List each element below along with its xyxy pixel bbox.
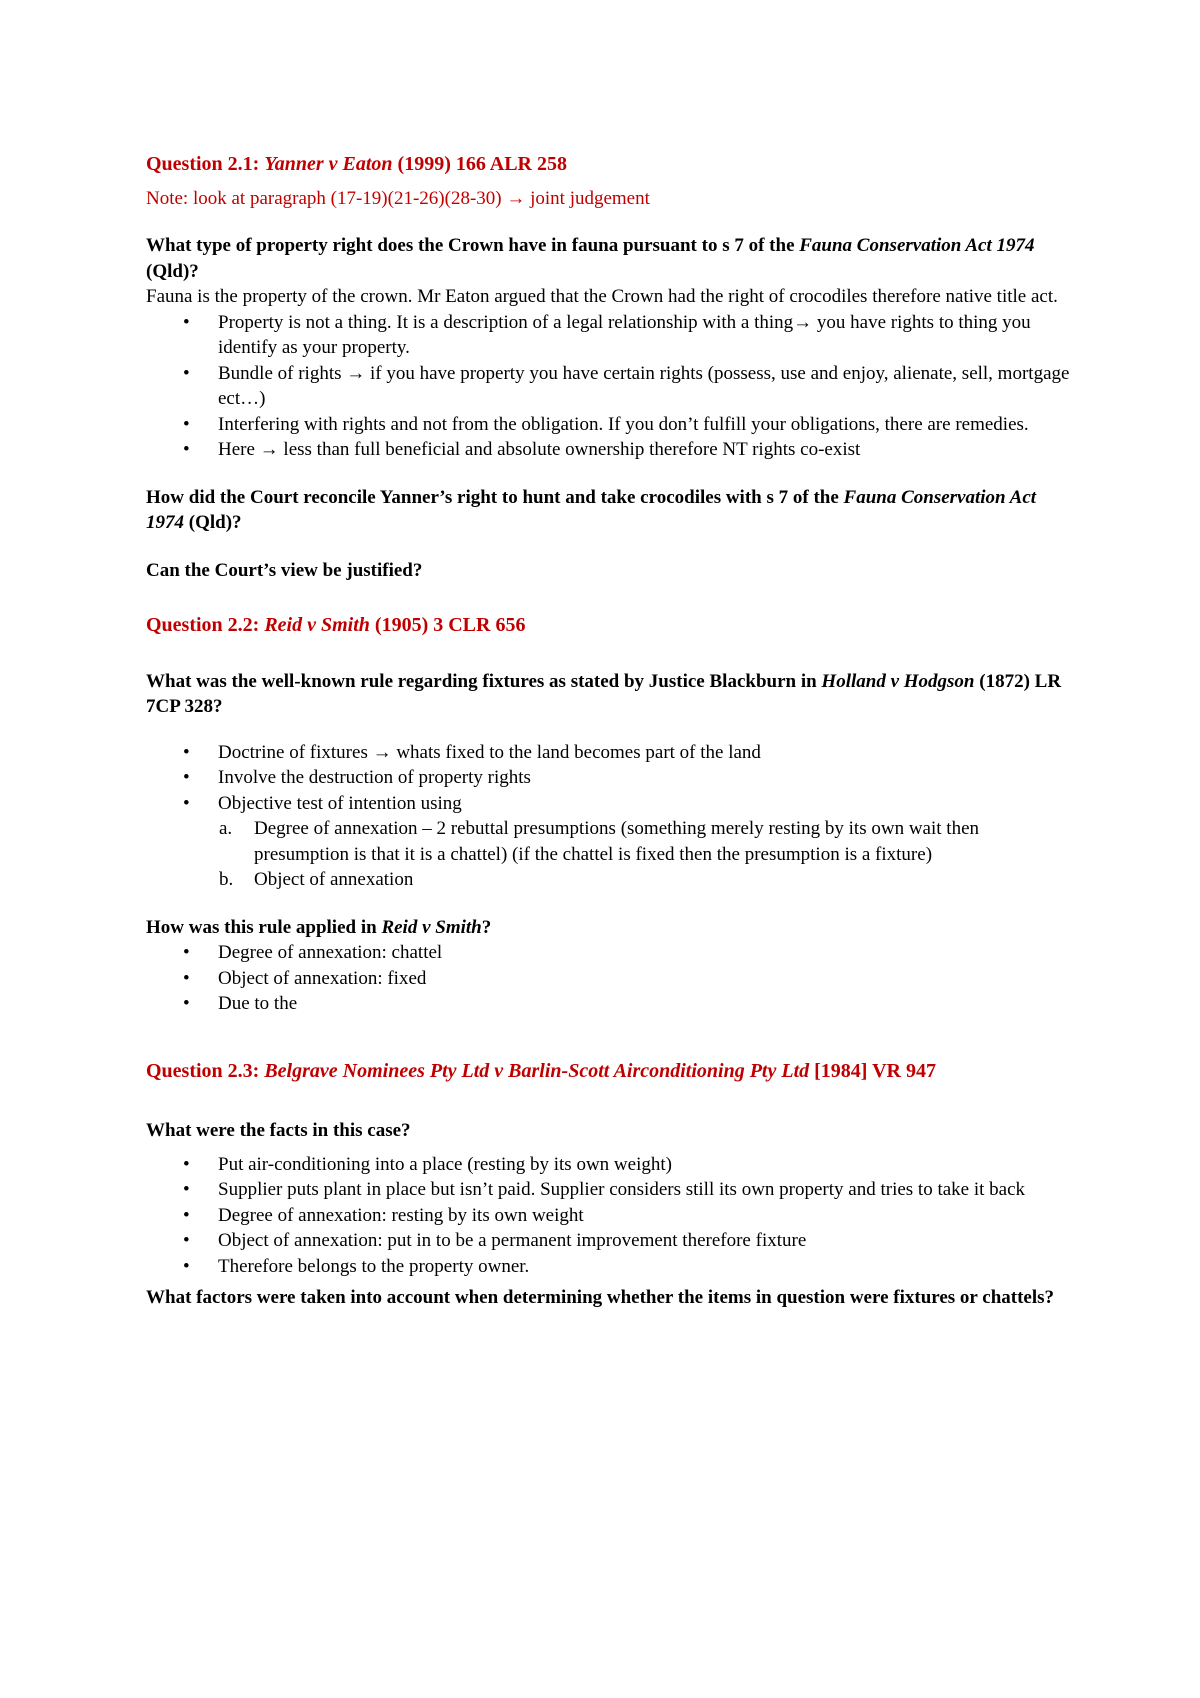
question-label: Question 2.3: <box>146 1059 260 1082</box>
list-item: • Interfering with rights and not from the obligation. If you don’t fulfill your obligations, there are remedies. <box>146 412 1076 438</box>
list-item: • Objective test of intention using <box>146 791 1076 817</box>
list-item: • Object of annexation: put in to be a permanent improvement therefore fixture <box>146 1228 1076 1254</box>
list-item: • Involve the destruction of property rights <box>146 765 1076 791</box>
note-line <box>146 186 1076 212</box>
sub-list <box>146 816 1076 893</box>
bullet-list <box>146 1152 1076 1280</box>
question-text-end: (1872) LR 7CP 328? <box>146 670 1062 717</box>
list-item: • Bundle of rights → if you have property you have certain rights (possess, use and enjoy, alienate, sell, mortgage ect…) <box>146 361 1076 412</box>
question-heading <box>146 669 1076 720</box>
question-heading <box>146 233 1076 284</box>
question-label: Question 2.1: <box>146 153 260 175</box>
answer-text: Fauna is the property of the crown. Mr Eaton argued that the Crown had the right of crocodiles therefore native title act. <box>146 286 1058 307</box>
list-item: • Degree of annexation: resting by its own weight <box>146 1203 1076 1229</box>
case-name: Reid v Smith <box>381 916 482 938</box>
sub-list-item <box>146 816 1076 867</box>
note-after: joint judgement <box>530 187 650 209</box>
list-item: • Here → less than full beneficial and absolute ownership therefore NT rights co-exist <box>146 437 1076 463</box>
list-item: • Degree of annexation: chattel <box>146 940 1076 966</box>
case-citation: (1999) 166 ALR 258 <box>397 153 567 175</box>
question-text: What was the well-known rule regarding fixtures as stated by Justice Blackburn in <box>146 670 817 692</box>
sub-item-text: Object of annexation <box>254 869 414 890</box>
question-2-2-heading <box>146 613 1076 639</box>
bullet-list <box>146 940 1076 1017</box>
document-page <box>146 152 1076 1311</box>
list-item: • Doctrine of fixtures → whats fixed to the land becomes part of the land <box>146 740 1076 766</box>
list-item: • Object of annexation: fixed <box>146 966 1076 992</box>
list-item: • Property is not a thing. It is a description of a legal relationship with a thing→ you have rights to thing you identify as your property. <box>146 310 1076 361</box>
case-name: Belgrave Nominees Pty Ltd v Barlin-Scott Airconditioning Pty Ltd <box>264 1059 810 1082</box>
question-heading <box>146 485 1076 536</box>
sub-item-marker: a. <box>219 818 233 839</box>
question-heading: Can the Court’s view be justified? <box>146 559 423 581</box>
question-text-end: ? <box>481 916 492 938</box>
question-heading: What were the facts in this case? <box>146 1120 411 1141</box>
act-name: Fauna Conservation Act 1974 <box>799 235 1035 256</box>
question-2-3-heading <box>146 1059 1076 1085</box>
case-name: Yanner v Eaton <box>264 153 393 175</box>
list-item: • Therefore belongs to the property owner. <box>146 1254 1076 1280</box>
question-heading <box>146 915 1076 941</box>
list-item: • Put air-conditioning into a place (resting by its own weight) <box>146 1152 1076 1178</box>
list-item: • Due to the <box>146 991 1076 1017</box>
case-name: Holland v Hodgson <box>821 670 975 692</box>
question-text-end: (Qld)? <box>146 260 199 282</box>
question-text: How was this rule applied in <box>146 916 377 938</box>
question-text-end: (Qld)? <box>188 512 242 533</box>
list-item: • Supplier puts plant in place but isn’t paid. Supplier considers still its own property and tries to take it back <box>146 1177 1076 1203</box>
question-heading: What factors were taken into account when determining whether the items in question were fixtures or chattels? <box>146 1287 1055 1308</box>
question-text: What type of property right does the Crown have in fauna pursuant to s 7 of the <box>146 235 795 256</box>
question-label: Question 2.2: <box>146 614 260 636</box>
case-name: Reid v Smith <box>264 614 370 636</box>
sub-item-text: Degree of annexation – 2 rebuttal presumptions (something merely resting by its own wait then presumption is that it is a chattel) (if the chattel is fixed then the presumption is a fixture) <box>254 818 979 865</box>
act-name: Fauna Conservation Act 1974 <box>146 486 1037 533</box>
note-text: Note: look at paragraph (17-19)(21-26)(28-30) <box>146 187 502 209</box>
question-2-1-heading <box>146 152 1076 178</box>
question-text: How did the Court reconcile Yanner’s right to hunt and take crocodiles with s 7 of the <box>146 486 839 508</box>
sub-item-marker: b. <box>219 869 234 890</box>
case-citation: (1905) 3 CLR 656 <box>374 614 526 636</box>
case-citation: [1984] VR 947 <box>814 1059 936 1082</box>
bullet-list <box>146 310 1076 463</box>
sub-list-item <box>146 867 1076 893</box>
bullet-list <box>146 740 1076 817</box>
arrow-icon: → <box>506 187 526 209</box>
